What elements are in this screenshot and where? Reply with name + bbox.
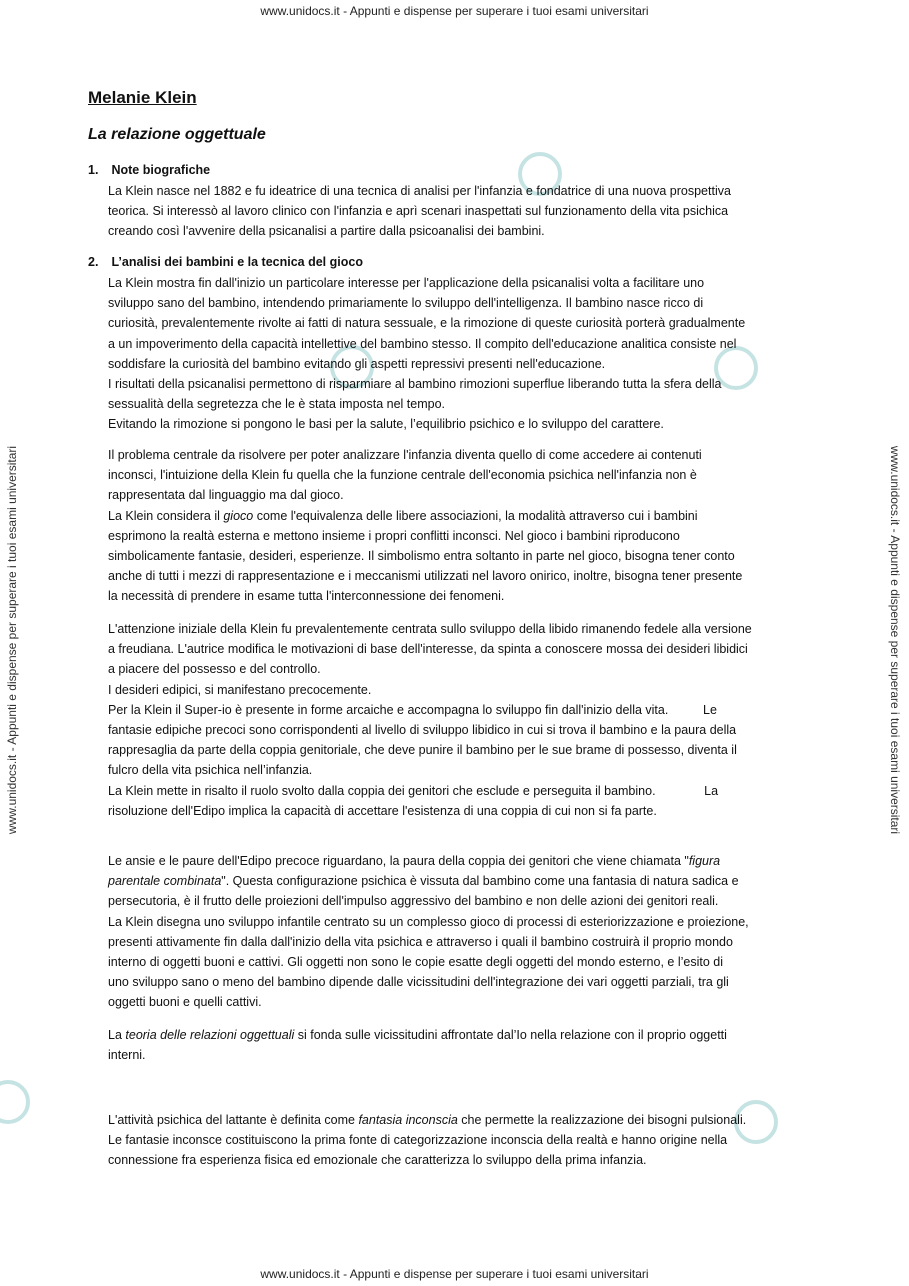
text-line: La teoria delle relazioni oggettuali si fonda sulle vicissitudini affrontate dal’Io nella relazione con il proprio oggetti [108,1028,727,1042]
text-line: a freudiana. L'autrice modifica le motivazioni di base dell'interesse, da spinta a conoscere mossa dei desideri libidici [108,642,748,657]
text-line: L'attività psichica del lattante è definita come fantasia inconscia che permette la realizzazione dei bisogni pulsionali. [108,1113,747,1127]
paragraph-unconscious-fantasy [108,1110,824,1171]
text-line: interni. [108,1048,146,1063]
watermark-logo-icon [0,1080,30,1124]
text-line: presenti attivamente fin dalla dall'inizio della vita psichica e attraverso i quali il bambino costruirà il proprio mondo [108,934,733,949]
watermark-top: www.unidocs.it - Appunti e dispense per superare i tuoi esami universitari [260,4,649,18]
watermark-bottom: www.unidocs.it - Appunti e dispense per superare i tuoi esami universitari [260,1267,649,1281]
section-heading-2 [88,255,363,269]
text-line: uno sviluppo sano o meno del bambino dipende dalle vicissitudini dell'integrazione dei vari oggetti parziali, tra gli [108,975,729,990]
text-line: connessione fra esperienza fisica ed emozionale che caratterizza lo sviluppo della prima infanzia. [108,1153,647,1168]
text-line: rappresentata dal linguaggio ma dal gioco. [108,488,344,503]
text-line: I risultati della psicanalisi permettono di risparmiare al bambino rimozioni superflue liberando tutta la sfera della [108,377,722,392]
text-line: Il problema centrale da risolvere per poter analizzare l'infanzia diventa quello di come accedere ai contenuti [108,448,702,462]
watermark-right: www.unidocs.it - Appunti e dispense per superare i tuoi esami universitari [888,445,902,835]
text-line: I desideri edipici, si manifestano precocemente. [108,682,372,697]
emphasis: figura [688,854,721,868]
text-line: La Klein mostra fin dall'inizio un particolare interesse per l'applicazione della psicanalisi volta a facilitare uno [108,276,705,290]
text-line: fulcro della vita psichica nell’infanzia. [108,763,313,778]
section-title: Note biografiche [111,163,211,177]
text-line: inconsci, l'intuizione della Klein fu quella che la funzione centrale dell'economia psichica nell'infanzia non è [108,468,697,483]
text-line: teorica. Si interessò al lavoro clinico con l'infanzia e aprì scenari inaspettati sul funzionamento della vita psichica [108,204,729,219]
text-line: risoluzione dell'Edipo implica la capacità di accettare l'esistenza di una coppia di cui non si fa parte. [108,803,657,818]
emphasis: parentale combinata [108,874,222,889]
text-line: fantasie edipiche precoci sono corrispondenti al livello di sviluppo libidico in cui si trova il bambino e la paura della [108,723,737,738]
text-line: la necessità di prendere in esame tutta l'interconnessione dei fenomeni. [108,589,505,604]
section-number: 1. [88,163,99,177]
watermark-left: www.unidocs.it - Appunti e dispense per superare i tuoi esami universitari [5,445,19,835]
text-line: curiosità, prevalentemente rivolte ai fatti di natura sessuale, e la rimozione di queste curiosità porterà gradualmente [108,316,746,331]
text-line: a piacere del possesso e del controllo. [108,662,321,677]
text-line: parentale combinata". Questa configurazione psichica è vissuta dal bambino come una fantasia di natura sadica e [108,874,739,889]
document-title: Melanie Klein [88,88,197,107]
text-line: La Klein disegna uno sviluppo infantile centrato su un complesso gioco di processi di esteriorizzazione e proiezione, [108,914,749,929]
text-line: L'attenzione iniziale della Klein fu prevalentemente centrata sullo sviluppo della libido rimanendo fedele alla versione [108,622,752,636]
paragraph-play [108,445,824,607]
emphasis: teoria delle relazioni oggettuali [125,1028,295,1042]
text-line: interno di oggetti buoni e cattivi. Gli oggetti non sono le copie esatte degli oggetti del mondo esterno, e l’esito di [108,955,723,970]
text-line: a un impoverimento della capacità intellettive del bambino stesso. Il compito dell'educazione analitica consiste nel [108,336,737,351]
text-line: La Klein considera il gioco come l'equivalenza delle libere associazioni, la modalità attraverso cui i bambini [108,508,698,523]
section-heading-1 [88,163,210,177]
text-line: oggetti buoni e quelli cattivi. [108,995,262,1010]
emphasis: fantasia inconscia [358,1113,458,1127]
text-line: soddisfare la curiosità del bambino evitando gli aspetti repressivi presenti nell'educazione. [108,356,606,371]
text-line: esprimono la realtà esterna e mettono insieme i propri conflitti inconsci. Nel gioco i bambini riproducono [108,528,680,543]
text-line: simbolicamente fantasie, desideri, esperienze. Il simbolismo entra soltanto in parte nel gioco, bisogna tener conto [108,549,735,564]
text-line: Per la Klein il Super-io è presente in forme arcaiche e accompagna lo sviluppo fin dall'inizio della vita. Le [108,702,717,717]
paragraph-analysis [108,273,824,435]
paragraph-anxieties [108,851,824,1013]
text-line: La Klein mette in risalto il ruolo svolto dalla coppia dei genitori che esclude e perseguita il bambino. La [108,783,719,798]
emphasis: gioco [223,508,254,523]
section-title: L’analisi dei bambini e la tecnica del gioco [111,255,363,269]
text-line: Le ansie e le paure dell'Edipo precoce riguardano, la paura della coppia dei genitori che viene chiamata "figura [108,854,721,868]
document-subtitle: La relazione oggettuale [88,126,266,143]
text-line: Le fantasie inconsce costituiscono la prima fonte di categorizzazione inconscia della realtà e hanno origine nella [108,1133,728,1148]
text-line: rappresaglia da parte della coppia genitoriale, che deve punire il bambino per le sue brame di possesso, diventa il [108,743,737,758]
text-line: La Klein nasce nel 1882 e fu ideatrice di una tecnica di analisi per l'infanzia e fondatrice di una nuova prospettiva [108,184,731,198]
paragraph-object-relations [108,1025,824,1065]
text-line: sessualità della segretezza che le è stata imposta nel tempo. [108,397,445,412]
text-line: Evitando la rimozione si pongono le basi per la salute, l’equilibrio psichico e lo sviluppo del carattere. [108,417,664,432]
text-line: persecutoria, è il frutto delle proiezioni dell'impulso aggressivo del bambino e non delle azioni dei genitori reali. [108,894,719,909]
section-number: 2. [88,255,99,269]
text-line: creando così l'avvenire della psicanalisi a partire dalla psicoanalisi dei bambini. [108,224,545,239]
paragraph-biography [108,181,824,242]
text-line: anche di tutti i mezzi di rappresentazione e i meccanismi utilizzati nel lavoro onirico, inoltre, bisogna tener presente [108,569,743,584]
paragraph-libido [108,619,824,821]
text-line: sviluppo sano del bambino, intendendo primariamente lo sviluppo dell'intelligenza. Il bambino nasce ricco di [108,296,704,311]
